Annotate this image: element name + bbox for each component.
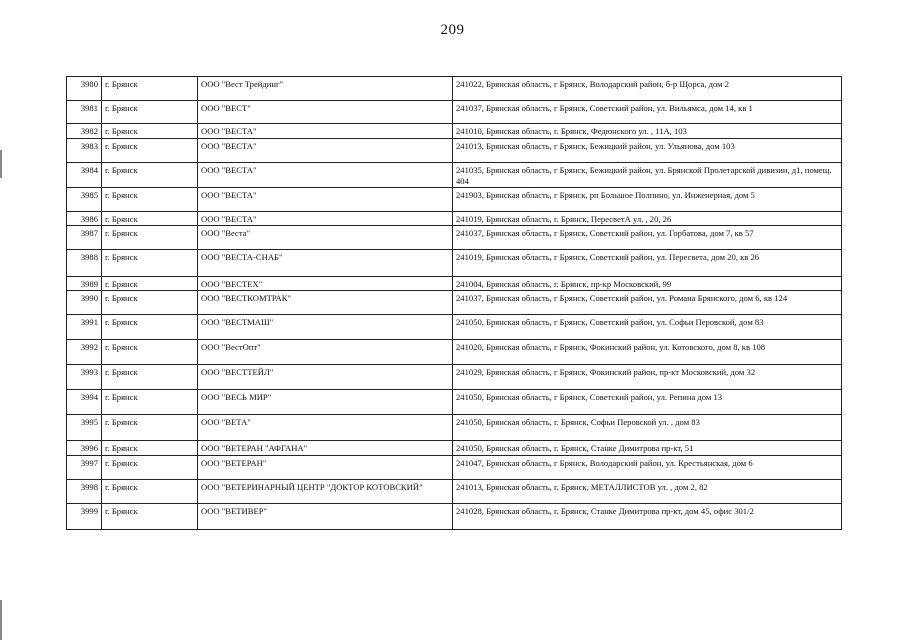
city-cell: г. Брянск: [102, 315, 198, 340]
registry-table: [66, 76, 842, 530]
address-cell: 241037, Брянская область, г Брянск, Советский район, ул. Романа Брянского, дом 6, кв 124: [453, 291, 842, 315]
table-row: [67, 277, 842, 291]
city-cell: г. Брянск: [102, 250, 198, 277]
table-row: [67, 456, 842, 480]
address-cell: 241047, Брянская область, г Брянск, Володарский район, ул. Крестьянская, дом 6: [453, 456, 842, 480]
scan-margin-mark: [0, 150, 2, 178]
city-cell: г. Брянск: [102, 480, 198, 504]
row-number-cell: 3992: [67, 340, 102, 365]
address-cell: 241035, Брянская область, г Брянск, Бежицкий район, ул. Брянской Пролетарской дивизии, д1, помещ. 404: [453, 163, 842, 188]
table-row: [67, 390, 842, 415]
registry-body: [67, 77, 842, 530]
row-number-cell: 3990: [67, 291, 102, 315]
organization-cell: ООО "ВестОпт": [198, 340, 453, 365]
address-cell: 241050, Брянская область, г. Брянск, Софьи Перовской ул. , дом 83: [453, 415, 842, 441]
address-cell: 241028, Брянская область, г. Брянск, Станке Димитрова пр-кт, дом 45, офис 301/2: [453, 504, 842, 530]
city-cell: г. Брянск: [102, 390, 198, 415]
organization-cell: ООО "ВЕСТ": [198, 101, 453, 124]
city-cell: г. Брянск: [102, 101, 198, 124]
city-cell: г. Брянск: [102, 226, 198, 250]
organization-cell: ООО "ВЕСТА": [198, 212, 453, 226]
row-number-cell: 3998: [67, 480, 102, 504]
table-row: [67, 212, 842, 226]
row-number-cell: 3989: [67, 277, 102, 291]
organization-cell: ООО "ВЕСТТЕЙЛ": [198, 365, 453, 390]
row-number-cell: 3994: [67, 390, 102, 415]
page-number: 209: [440, 22, 465, 38]
table-row: [67, 250, 842, 277]
table-row: [67, 504, 842, 530]
row-number-cell: 3995: [67, 415, 102, 441]
city-cell: г. Брянск: [102, 163, 198, 188]
table-row: [67, 315, 842, 340]
organization-cell: ООО "ВЕСТА": [198, 163, 453, 188]
address-cell: 241004, Брянская область, г. Брянск, пр-кр Московский, 99: [453, 277, 842, 291]
organization-cell: ООО "ВЕСТА": [198, 139, 453, 163]
address-cell: 241020, Брянская область, г Брянск, Фокинский район, ул. Котовского, дом 8, кв 108: [453, 340, 842, 365]
city-cell: г. Брянск: [102, 415, 198, 441]
organization-cell: ООО "ВЕСЬ МИР": [198, 390, 453, 415]
address-cell: 241050, Брянская область, г Брянск, Советский район, ул. Репина дом 13: [453, 390, 842, 415]
city-cell: г. Брянск: [102, 139, 198, 163]
address-cell: 241019, Брянская область, г. Брянск, ПересветА ул. , 20, 26: [453, 212, 842, 226]
scan-margin-mark: [0, 600, 2, 640]
city-cell: г. Брянск: [102, 441, 198, 456]
organization-cell: ООО "ВЕТЕРАН "АФГАНА": [198, 441, 453, 456]
address-cell: 241903, Брянская область, г Брянск, рп Большое Полпино, ул. Инженерная, дом 5: [453, 188, 842, 212]
table-row: [67, 77, 842, 101]
city-cell: г. Брянск: [102, 504, 198, 530]
row-number-cell: 3984: [67, 163, 102, 188]
address-cell: 241037, Брянская область, г Брянск, Советский район, ул. Горбатова, дом 7, кв 57: [453, 226, 842, 250]
address-cell: 241050, Брянская область, г Брянск, Советский район, ул. Софьи Перовской, дом 83: [453, 315, 842, 340]
city-cell: г. Брянск: [102, 77, 198, 101]
address-cell: 241013, Брянская область, г Брянск, Бежицкий район, ул. Ульянова, дом 103: [453, 139, 842, 163]
city-cell: г. Брянск: [102, 212, 198, 226]
table-row: [67, 480, 842, 504]
address-cell: 241037, Брянская область, г Брянск, Советский район, ул. Вильямса, дом 14, кв 1: [453, 101, 842, 124]
row-number-cell: 3988: [67, 250, 102, 277]
address-cell: 241010, Брянская область, г. Брянск, Федюнского ул. , 11А, 103: [453, 124, 842, 139]
row-number-cell: 3981: [67, 101, 102, 124]
organization-cell: ООО "ВЕТЕРИНАРНЫЙ ЦЕНТР "ДОКТОР КОТОВСКИЙ": [198, 480, 453, 504]
organization-cell: ООО "ВЕСТКОМТРАК": [198, 291, 453, 315]
city-cell: г. Брянск: [102, 340, 198, 365]
organization-cell: ООО "ВЕСТЕХ": [198, 277, 453, 291]
organization-cell: ООО "ВЕСТА-СНАБ": [198, 250, 453, 277]
city-cell: г. Брянск: [102, 291, 198, 315]
city-cell: г. Брянск: [102, 124, 198, 139]
table-row: [67, 340, 842, 365]
organization-cell: ООО "Веста": [198, 226, 453, 250]
address-cell: 241029, Брянская область, г Брянск, Фокинский район, пр-кт Московский, дом 32: [453, 365, 842, 390]
table-row: [67, 441, 842, 456]
row-number-cell: 3983: [67, 139, 102, 163]
table-row: [67, 139, 842, 163]
address-cell: 241013, Брянская область, г. Брянск, МЕТАЛЛИСТОВ ул. , дом 2, 82: [453, 480, 842, 504]
city-cell: г. Брянск: [102, 277, 198, 291]
city-cell: г. Брянск: [102, 365, 198, 390]
row-number-cell: 3987: [67, 226, 102, 250]
row-number-cell: 3980: [67, 77, 102, 101]
table-row: [67, 226, 842, 250]
row-number-cell: 3985: [67, 188, 102, 212]
table-row: [67, 101, 842, 124]
address-cell: 241050, Брянская область, г. Брянск, Станке Димитрова пр-кт, 51: [453, 441, 842, 456]
row-number-cell: 3986: [67, 212, 102, 226]
row-number-cell: 3993: [67, 365, 102, 390]
table-row: [67, 365, 842, 390]
row-number-cell: 3999: [67, 504, 102, 530]
address-cell: 241022, Брянская область, г Брянск, Володарский район, б-р Щорса, дом 2: [453, 77, 842, 101]
organization-cell: ООО "Вест Трейдинг": [198, 77, 453, 101]
organization-cell: ООО "ВЕТЕРАН": [198, 456, 453, 480]
city-cell: г. Брянск: [102, 456, 198, 480]
organization-cell: ООО "ВЕТА": [198, 415, 453, 441]
table-row: [67, 163, 842, 188]
organization-cell: ООО "ВЕСТА": [198, 188, 453, 212]
city-cell: г. Брянск: [102, 188, 198, 212]
table-row: [67, 291, 842, 315]
table-row: [67, 415, 842, 441]
row-number-cell: 3991: [67, 315, 102, 340]
row-number-cell: 3996: [67, 441, 102, 456]
address-cell: 241019, Брянская область, г Брянск, Советский район, ул. Пересвета, дом 20, кв 26: [453, 250, 842, 277]
table-row: [67, 188, 842, 212]
row-number-cell: 3982: [67, 124, 102, 139]
row-number-cell: 3997: [67, 456, 102, 480]
table-row: [67, 124, 842, 139]
organization-cell: ООО "ВЕСТМАШ": [198, 315, 453, 340]
organization-cell: ООО "ВЕТИВЕР": [198, 504, 453, 530]
organization-cell: ООО "ВЕСТА": [198, 124, 453, 139]
